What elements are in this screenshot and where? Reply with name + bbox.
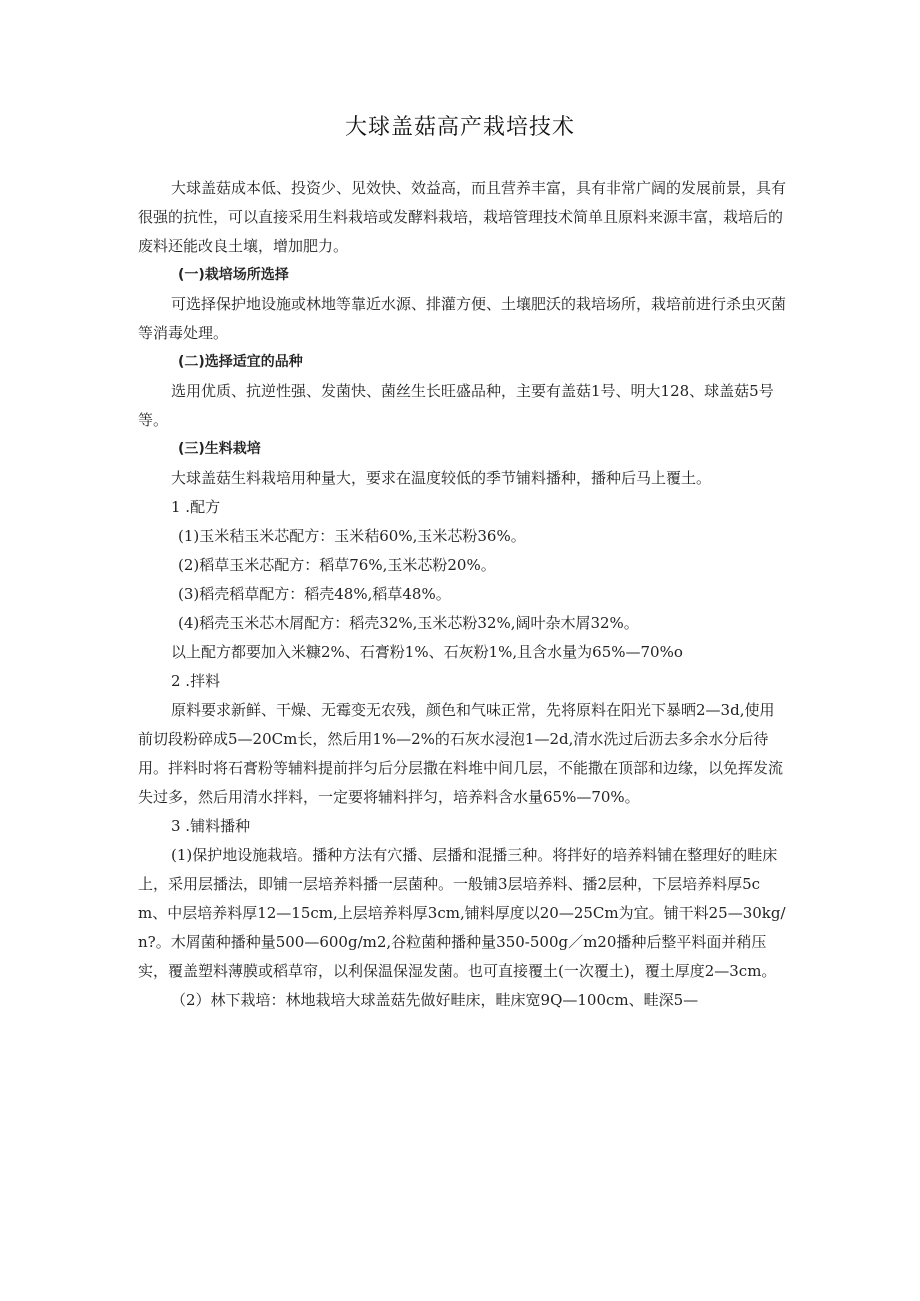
section-body-raw-cultivation: 大球盖菇生料栽培用种量大，要求在温度较低的季节铺料播种，播种后马上覆土。 [171, 469, 712, 487]
formula-item: (1)玉米秸玉米芯配方：玉米秸60%,玉米芯粉36%。 [178, 527, 526, 545]
section-body-site: 可选择保护地设施或林地等靠近水源、排灌方便、土壤肥沃的栽培场所，栽培前进行杀虫灭菌等消毒处理。 [138, 295, 787, 342]
section-heading-raw-cultivation: (三)生料栽培 [178, 441, 261, 457]
subsection-heading-sowing: 3 .铺料播种 [171, 817, 251, 835]
mixing-paragraph: 原料要求新鲜、干燥、无霉变无农残，颜色和气味正常，先将原料在阳光下暴晒2—3d,使用前切段粉碎成5—20Cm长，然后用1%—2%的石灰水浸泡1—2d,清水洗过后沥去多余水分后待用。拌料时将石膏粉等辅料提前拌匀后分层撒在料堆中间几层，不能撒在顶部和边缘，以免挥发流失过多，然后用清水拌料，一定要将辅料拌匀，培养料含水量65%—70%。 [138, 701, 784, 806]
subsection-heading-formula: 1 .配方 [171, 498, 221, 516]
sowing-paragraph-greenhouse: (1)保护地设施栽培。播种方法有穴播、层播和混播三种。将拌好的培养料铺在整理好的畦床上，采用层播法，即铺一层培养料播一层菌种。一般铺3层培养料、播2层种，下层培养料厚5cm、中层培养料厚12—15cm,上层培养料厚3cm,铺料厚度以20—25Cm为宜。铺干料25—30kg/n?。木屑菌种播种量500—600g/m2,谷粒菌种播种量350-500g／m20播种后整平料面并稍压实，覆盖塑料薄膜或稻草帘，以利保温保湿发菌。也可直接覆土(一次覆土)，覆土厚度2—3cm。 [138, 846, 786, 980]
formula-item: (2)稻草玉米芯配方：稻草76%,玉米芯粉20%。 [178, 556, 496, 574]
section-heading-variety: (二)选择适宜的品种 [178, 354, 303, 370]
section-heading-site: (一)栽培场所选择 [178, 267, 289, 283]
sowing-paragraph-forest: （2）林下栽培：林地栽培大球盖菇先做好畦床，畦床宽9Q—100cm、畦深5— [171, 991, 699, 1009]
subsection-heading-mixing: 2 .拌料 [171, 672, 221, 690]
formula-note: 以上配方都要加入米糠2%、石膏粉1%、石灰粉1%,且含水量为65%—70%o [171, 643, 683, 661]
document-body [138, 174, 788, 1015]
formula-item: (4)稻壳玉米芯木屑配方：稻壳32%,玉米芯粉32%,阔叶杂木屑32%。 [178, 614, 639, 632]
formula-item: (3)稻壳稻草配方：稻壳48%,稻草48%。 [178, 585, 451, 603]
section-body-variety: 选用优质、抗逆性强、发菌快、菌丝生长旺盛品种，主要有盖菇1号、明大128、球盖菇5号等。 [138, 382, 774, 429]
page-title: 大球盖菇高产栽培技术 [344, 115, 575, 140]
intro-paragraph: 大球盖菇成本低、投资少、见效快、效益高，而且营养丰富，具有非常广阔的发展前景，具有很强的抗性，可以直接采用生料栽培或发酵料栽培，栽培管理技术简单且原料来源丰富，栽培后的废料还能改良土壤，增加肥力。 [138, 179, 787, 255]
